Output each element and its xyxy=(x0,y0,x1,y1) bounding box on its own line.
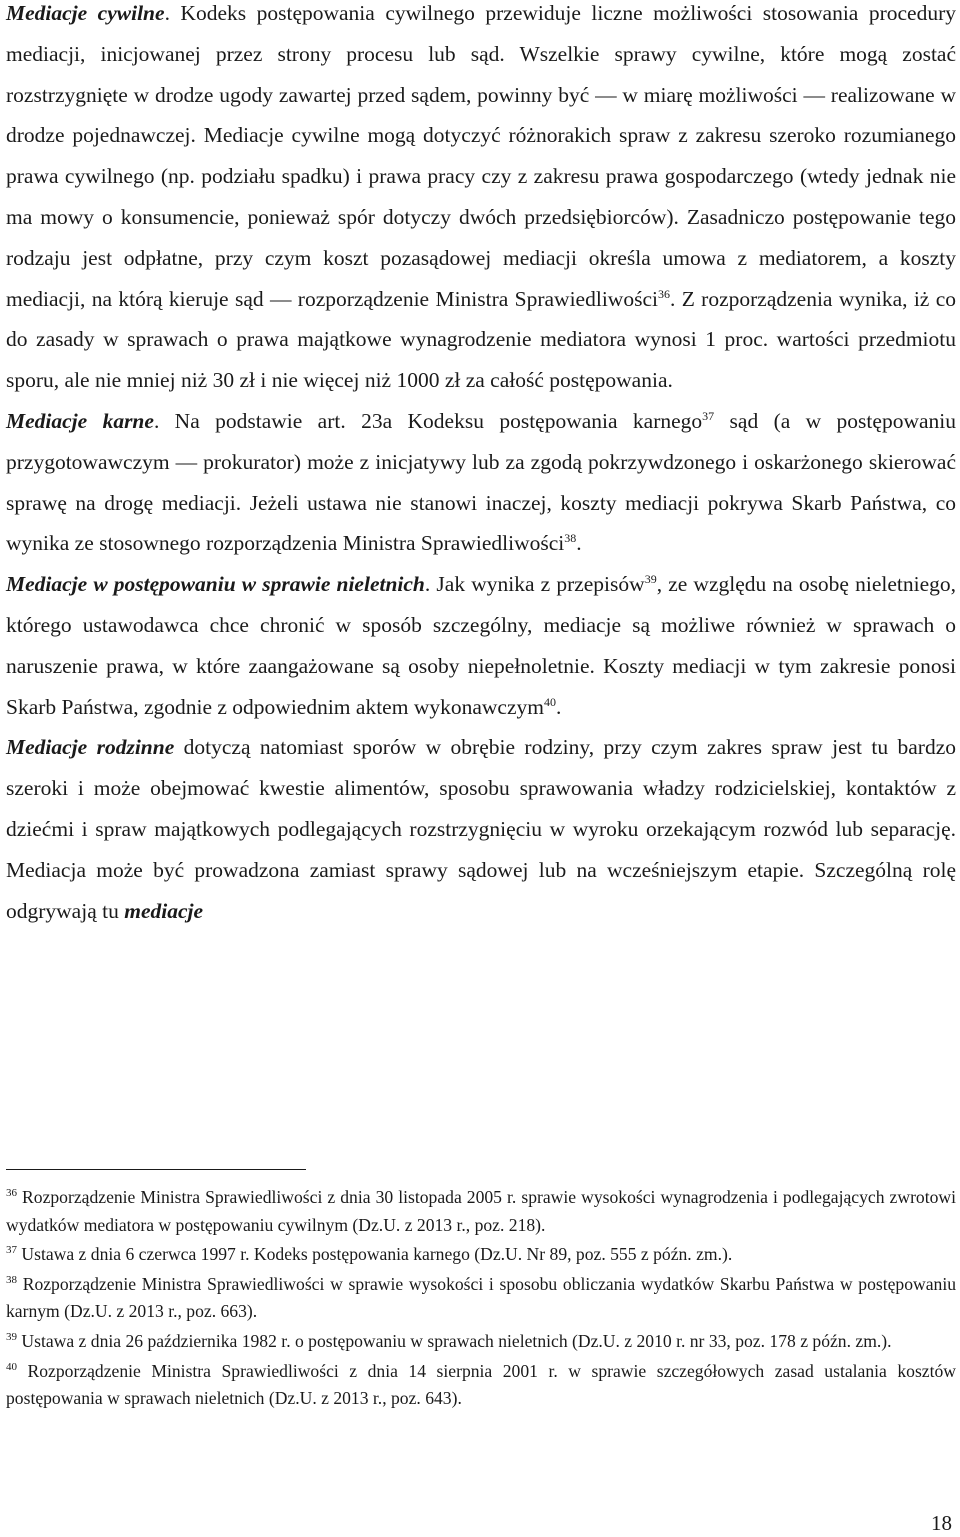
footnote-text: Rozporządzenie Ministra Sprawiedliwości w sprawie wysokości i sposobu obliczania wydatków Skarbu Państwa w postępowaniu karnym (Dz.U. z 2013 r., poz. 663). xyxy=(6,1273,956,1322)
footnote-number: 36 xyxy=(6,1187,17,1200)
footnote-37 xyxy=(6,1241,956,1269)
emphasized-term: mediacje xyxy=(124,898,204,923)
footnote-36 xyxy=(6,1184,956,1239)
footnote-text: Ustawa z dnia 26 października 1982 r. o postępowaniu w sprawach nieletnich (Dz.U. z 2010 r. nr 33, poz. 178 z późn. zm.). xyxy=(17,1330,892,1351)
paragraph-text: . Z rozporządzenia wynika, iż co do zasady w sprawach o prawa majątkowe wynagrodzenie mediatora wynosi 1 proc. wartości przedmiotu sporu, ale nie mniej niż 30 zł i nie więcej niż 1000 zł za całość postępowania. xyxy=(6,286,956,393)
paragraph-juvenile-mediation xyxy=(6,564,956,727)
footnote-40 xyxy=(6,1358,956,1413)
paragraph-family-mediation xyxy=(6,727,956,931)
footnote-reference: 36 xyxy=(657,286,670,301)
heading-civil-mediation: Mediacje cywilne xyxy=(6,1,165,25)
heading-punctuation: . xyxy=(164,1,170,25)
paragraph-criminal-mediation xyxy=(6,401,956,564)
document-body xyxy=(6,0,956,931)
heading-punctuation: . xyxy=(153,408,160,433)
paragraph-text: , ze względu na osobę nieletniego, którego ustawodawca chce chronić w sposób szczególny, mediacje są możliwe również w sprawach o naruszenie prawa, w które zaangażowane są osoby niepełnoletnie. Koszty mediacji w tym zakresie ponosi Skarb Państwa, zgodnie z odpowiednim aktem wykonawczym xyxy=(6,572,957,719)
page-number: 18 xyxy=(931,1511,952,1535)
footnote-text: Rozporządzenie Ministra Sprawiedliwości z dnia 14 sierpnia 2001 r. w sprawie szczegółowych zasad ustalania kosztów postępowania w sprawach nieletnich (Dz.U. z 2013 r., poz. 643). xyxy=(6,1360,956,1409)
paragraph-text: . xyxy=(576,531,582,556)
footnote-reference: 37 xyxy=(702,408,715,423)
paragraph-civil-mediation xyxy=(6,0,956,401)
paragraph-text: Jak wynika z przepisów xyxy=(430,572,645,597)
footnote-38 xyxy=(6,1271,956,1326)
footnote-39 xyxy=(6,1328,956,1356)
paragraph-text: Na podstawie art. 23a Kodeksu postępowania karnego xyxy=(159,408,703,433)
footnote-text: Ustawa z dnia 6 czerwca 1997 r. Kodeks postępowania karnego (Dz.U. Nr 89, poz. 555 z późn. zm.). xyxy=(17,1244,733,1265)
footnote-number: 39 xyxy=(6,1331,17,1344)
footnote-text: Rozporządzenie Ministra Sprawiedliwości z dnia 30 listopada 2005 r. sprawie wysokości wynagrodzenia i podlegających zwrotowi wydatków mediatora w postępowaniu cywilnym (Dz.U. z 2013 r., poz. 218). xyxy=(6,1187,956,1235)
footnotes-section xyxy=(6,1184,956,1415)
footnote-reference: 38 xyxy=(564,531,577,546)
heading-juvenile-mediation: Mediacje w postępowaniu w sprawie nieletnich xyxy=(6,572,425,597)
footnote-separator xyxy=(6,1169,306,1170)
paragraph-text: . xyxy=(555,694,562,719)
paragraph-text: dotyczą natomiast sporów w obrębie rodziny, przy czym zakres spraw jest tu bardzo szeroki i może obejmować kwestie alimentów, sposobu sprawowania władzy rodzicielskiej, kontaktów z dziećmi i spraw majątkowych podlegających rozstrzygnięciu w wyroku orzekającym rozwód lub separację. Mediacja może być prowadzona zamiast sprawy sądowej lub na wcześniejszym etapie. Szczególną rolę odgrywają tu xyxy=(6,735,956,923)
footnote-number: 38 xyxy=(6,1273,17,1286)
footnote-reference: 40 xyxy=(543,694,556,709)
paragraph-text: sąd (a w postępowaniu przygotowawczym — prokurator) może z inicjatywy lub za zgodą pokrzywdzonego i oskarżonego skierować sprawę na drogę mediacji. Jeżeli ustawa nie stanowi inaczej, koszty mediacji pokrywa Skarb Państwa, co wynika ze stosownego rozporządzenia Ministra Sprawiedliwości xyxy=(6,408,956,556)
footnote-number: 40 xyxy=(6,1360,17,1373)
paragraph-text: Kodeks postępowania cywilnego przewiduje liczne możliwości stosowania procedury mediacji, inicjowanej przez strony procesu lub sąd. Wszelkie sprawy cywilne, które mogą zostać rozstrzygnięte w drodze ugody zawartej przed sądem, powinny być — w miarę możliwości — realizowane w drodze pojednawczej. Mediacje cywilne mogą dotyczyć różnorakich spraw z zakresu szeroko rozumianego prawa cywilnego (np. podziału spadku) i prawa pracy czy z zakresu prawa gospodarczego (wtedy jednak nie ma mowy o konsumencie, ponieważ spór dotyczy dwóch przedsiębiorców). Zasadniczo postępowanie tego rodzaju jest odpłatne, przy czym koszt pozasądowej mediacji określa umowa z mediatorem, a koszty mediacji, na którą kieruje sąd — rozporządzenie Ministra Sprawiedliwości xyxy=(6,1,956,311)
footnote-number: 37 xyxy=(6,1244,17,1257)
heading-punctuation: . xyxy=(424,572,431,597)
heading-criminal-mediation: Mediacje karne xyxy=(6,408,154,433)
footnote-reference: 39 xyxy=(644,572,657,586)
heading-family-mediation: Mediacje rodzinne xyxy=(6,735,175,760)
